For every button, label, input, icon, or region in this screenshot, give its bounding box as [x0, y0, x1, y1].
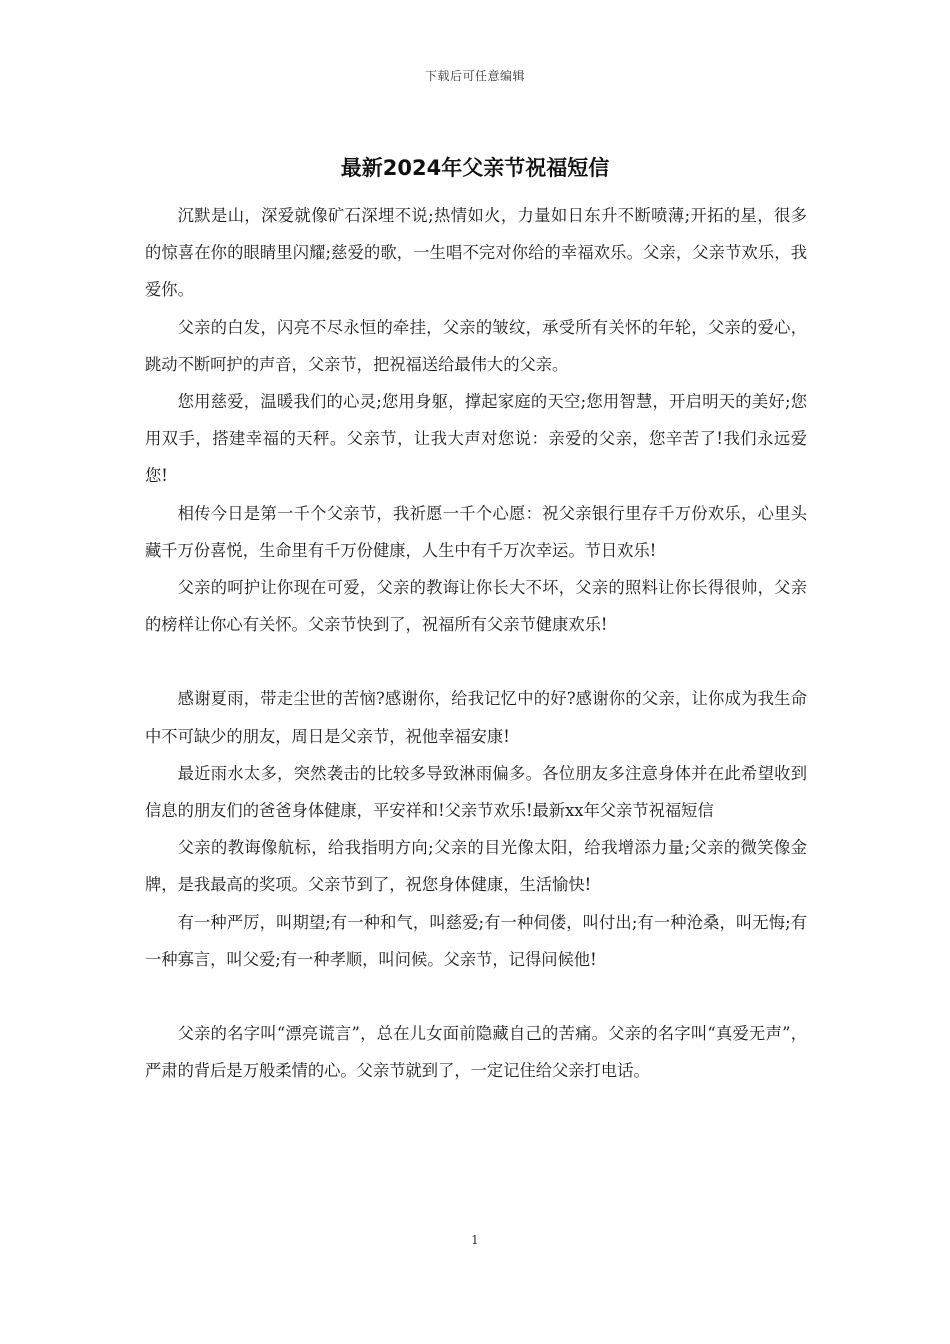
- paragraph: 您用慈爱，温暖我们的心灵;您用身躯，撑起家庭的天空;您用智慧，开启明天的美好;您用双手，搭建幸福的天秤。父亲节，让我大声对您说：亲爱的父亲，您辛苦了!我们永远爱您!: [145, 392, 807, 486]
- paragraph: 父亲的呵护让你现在可爱，父亲的教诲让你长大不坏，父亲的照料让你长得很帅，父亲的榜样让你心有关怀。父亲节快到了，祝福所有父亲节健康欢乐!: [145, 578, 807, 635]
- paragraph: 相传今日是第一千个父亲节，我祈愿一千个心愿：祝父亲银行里存千万份欢乐，心里头藏千万份喜悦，生命里有千万份健康，人生中有千万次幸运。节日欢乐!: [145, 503, 807, 560]
- paragraph: 感谢夏雨，带走尘世的苦恼?感谢你，给我记忆中的好?感谢你的父亲，让你成为我生命中不可缺少的朋友，周日是父亲节，祝他幸福安康!: [145, 689, 807, 746]
- page-number: 1: [471, 1233, 479, 1247]
- blank-line: [145, 978, 807, 1015]
- header-note: 下载后可任意编辑: [424, 69, 525, 83]
- paragraph: 父亲的教诲像航标，给我指明方向;父亲的目光像太阳，给我增添力量;父亲的微笑像金牌，是我最高的奖项。父亲节到了，祝您身体健康，生活愉快!: [145, 838, 807, 895]
- paragraph: 有一种严厉，叫期望;有一种和气，叫慈爱;有一种伺偻，叫付出;有一种沧桑，叫无悔;有一种寡言，叫父爱;有一种孝顺，叫问候。父亲节，记得问候他!: [145, 912, 807, 969]
- paragraph: 最近雨水太多，突然袭击的比较多导致淋雨偏多。各位朋友多注意身体并在此希望收到信息的朋友们的爸爸身体健康，平安祥和!父亲节欢乐!最新xx年父亲节祝福短信: [145, 763, 807, 821]
- paragraph: 沉默是山，深爱就像矿石深埋不说;热情如火，力量如日东升不断喷薄;开拓的星，很多的惊喜在你的眼睛里闪耀;慈爱的歌，一生唱不完对你给的幸福欢乐。父亲，父亲节欢乐，我爱你。: [145, 206, 807, 300]
- blank-line: [145, 643, 807, 680]
- document-title: 最新2024年父亲节祝福短信: [340, 156, 610, 180]
- paragraph: 父亲的名字叫“漂亮谎言”，总在儿女面前隐藏自己的苦痛。父亲的名字叫“真爱无声”，严肃的背后是万般柔情的心。父亲节就到了，一定记住给父亲打电话。: [145, 1024, 807, 1081]
- paragraph: 父亲的白发，闪亮不尽永恒的牵挂，父亲的皱纹，承受所有关怀的年轮，父亲的爱心，跳动不断呵护的声音，父亲节，把祝福送给最伟大的父亲。: [145, 317, 807, 374]
- document-body: [145, 197, 807, 1089]
